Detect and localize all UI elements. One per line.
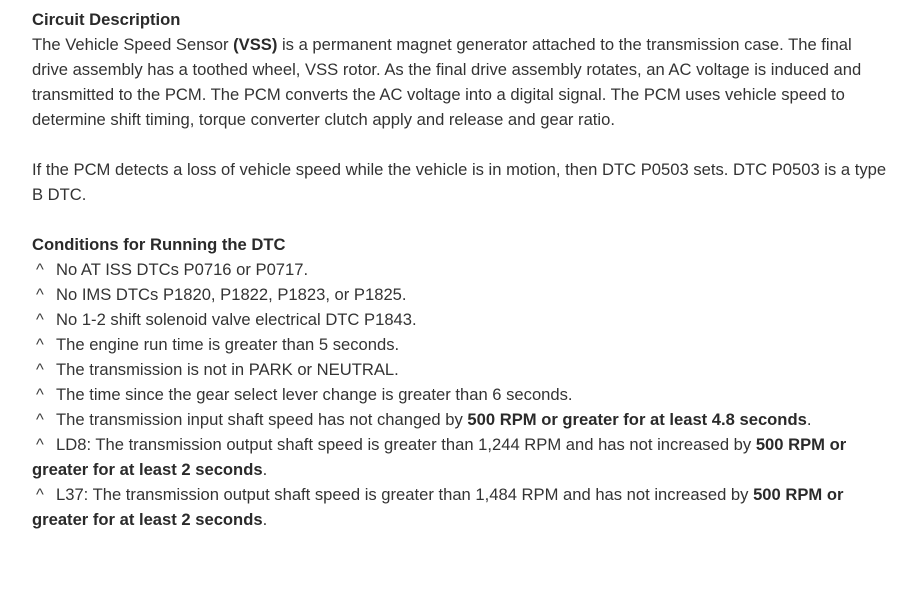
condition-item xyxy=(32,282,892,307)
condition-end: . xyxy=(262,460,268,479)
caret-marker: ^ xyxy=(36,485,44,504)
spacer xyxy=(32,132,892,157)
condition-end: . xyxy=(806,410,812,429)
condition-text: The transmission input shaft speed has not changed by xyxy=(56,410,468,429)
condition-text: The time since the gear select lever change is greater than 6 seconds. xyxy=(56,385,573,404)
condition-item xyxy=(32,307,892,332)
condition-text: L37: The transmission output shaft speed is greater than 1,484 RPM and has not increased by xyxy=(56,485,754,504)
para1-text-a: The Vehicle Speed Sensor xyxy=(32,35,234,54)
caret-marker: ^ xyxy=(36,335,44,354)
para1-text-c: is a permanent magnet generator attached to the transmission case. The final drive assembly has a toothed wheel, VSS rotor. As the final drive assembly rotates, an AC voltage is induced and transmitted to the PCM. The PCM converts the AC voltage into a digital signal. The PCM uses vehicle speed to determine shift timing, torque converter clutch apply and release and gear ratio. xyxy=(32,35,862,129)
dtc-set-paragraph: If the PCM detects a loss of vehicle speed while the vehicle is in motion, then DTC P0503 sets. DTC P0503 is a type B DTC. xyxy=(32,160,887,204)
condition-text: No IMS DTCs P1820, P1822, P1823, or P1825. xyxy=(56,285,407,304)
vss-abbreviation: (VSS) xyxy=(233,35,278,54)
condition-item xyxy=(32,407,892,432)
condition-bold-text: 500 RPM or greater for at least 2 seconds xyxy=(32,435,847,479)
condition-bold-text: 500 RPM or greater for at least 4.8 seconds xyxy=(467,410,807,429)
condition-text: No 1-2 shift solenoid valve electrical DTC P1843. xyxy=(56,310,417,329)
caret-marker: ^ xyxy=(36,260,44,279)
condition-item xyxy=(32,257,892,282)
circuit-description-heading: Circuit Description xyxy=(32,10,181,29)
spacer xyxy=(32,207,892,232)
condition-end: . xyxy=(262,510,268,529)
condition-text: The transmission is not in PARK or NEUTRAL. xyxy=(56,360,399,379)
caret-marker: ^ xyxy=(36,310,44,329)
condition-item xyxy=(32,382,892,407)
conditions-list xyxy=(32,257,892,532)
condition-text: The engine run time is greater than 5 seconds. xyxy=(56,335,400,354)
condition-bold-text: 500 RPM or greater for at least 2 seconds xyxy=(32,485,844,529)
condition-text: LD8: The transmission output shaft speed is greater than 1,244 RPM and has not increased by xyxy=(56,435,756,454)
condition-item xyxy=(32,482,892,532)
condition-item xyxy=(32,357,892,382)
caret-marker: ^ xyxy=(36,385,44,404)
circuit-description-paragraph xyxy=(32,32,892,132)
caret-marker: ^ xyxy=(36,410,44,429)
caret-marker: ^ xyxy=(36,360,44,379)
condition-item xyxy=(32,332,892,357)
caret-marker: ^ xyxy=(36,285,44,304)
caret-marker: ^ xyxy=(36,435,44,454)
condition-text: No AT ISS DTCs P0716 or P0717. xyxy=(56,260,309,279)
condition-item xyxy=(32,432,892,482)
conditions-heading: Conditions for Running the DTC xyxy=(32,235,286,254)
